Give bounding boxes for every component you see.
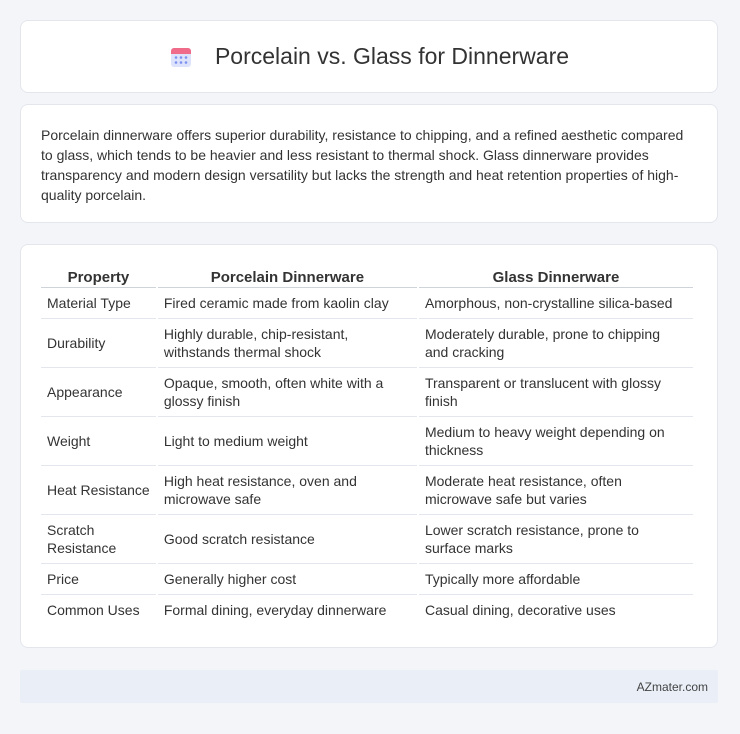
- table-row: [41, 288, 693, 319]
- glass-cell: Medium to heavy weight depending on thickness: [419, 417, 693, 466]
- glass-cell: Lower scratch resistance, prone to surface marks: [419, 515, 693, 564]
- glass-cell: Casual dining, decorative uses: [424, 602, 616, 618]
- summary-text: Porcelain dinnerware offers superior durability, resistance to chipping, and a refined aesthetic compared to glass, which tends to be heavier and less resistant to thermal shock. Glass dinnerware provides transparency and modern design versatility but lacks the strength and heat retention properties of high-quality porcelain.: [41, 127, 684, 203]
- glass-cell: Transparent or translucent with glossy finish: [419, 368, 693, 417]
- page-title: Porcelain vs. Glass for Dinnerware: [214, 43, 570, 69]
- property-cell: Scratch Resistance: [41, 515, 156, 564]
- table-row: [41, 595, 693, 625]
- property-cell: Heat Resistance: [41, 466, 156, 515]
- table-header-row: [41, 267, 693, 288]
- header-porcelain: Porcelain Dinnerware: [158, 267, 417, 288]
- summary-card: [20, 104, 718, 223]
- glass-cell: Moderately durable, prone to chipping and cracking: [419, 319, 693, 368]
- glass-cell: Moderate heat resistance, often microwave safe but varies: [419, 466, 693, 515]
- comparison-table-card: [20, 244, 718, 648]
- glass-cell: Amorphous, non-crystalline silica-based: [419, 288, 693, 319]
- table-row: [41, 466, 693, 515]
- footer-brand: AZmater.com: [636, 679, 708, 694]
- porcelain-cell: Generally higher cost: [158, 564, 417, 595]
- table-row: [41, 564, 693, 595]
- porcelain-cell: Formal dining, everyday dinnerware: [163, 602, 387, 618]
- property-cell: Common Uses: [47, 602, 140, 618]
- property-cell: Appearance: [41, 368, 156, 417]
- property-cell: Durability: [41, 319, 156, 368]
- header-glass: Glass Dinnerware: [419, 267, 693, 288]
- table-row: [41, 368, 693, 417]
- glass-cell: Typically more affordable: [419, 564, 693, 595]
- header-property: Property: [41, 267, 156, 288]
- porcelain-cell: Highly durable, chip-resistant, withstands thermal shock: [158, 319, 417, 368]
- property-cell: Price: [41, 564, 156, 595]
- porcelain-cell: High heat resistance, oven and microwave safe: [158, 466, 417, 515]
- porcelain-cell: Light to medium weight: [158, 417, 417, 466]
- property-cell: Weight: [41, 417, 156, 466]
- porcelain-cell: Opaque, smooth, often white with a glossy finish: [158, 368, 417, 417]
- porcelain-cell: Fired ceramic made from kaolin clay: [158, 288, 417, 319]
- table-row: [41, 319, 693, 368]
- comparison-table: [39, 267, 695, 625]
- table-row: [41, 515, 693, 564]
- property-cell: Material Type: [41, 288, 156, 319]
- calendar-icon: [169, 45, 193, 69]
- title-card: [20, 20, 718, 93]
- porcelain-cell: Good scratch resistance: [158, 515, 417, 564]
- table-row: [41, 417, 693, 466]
- footer-bar: [20, 670, 718, 703]
